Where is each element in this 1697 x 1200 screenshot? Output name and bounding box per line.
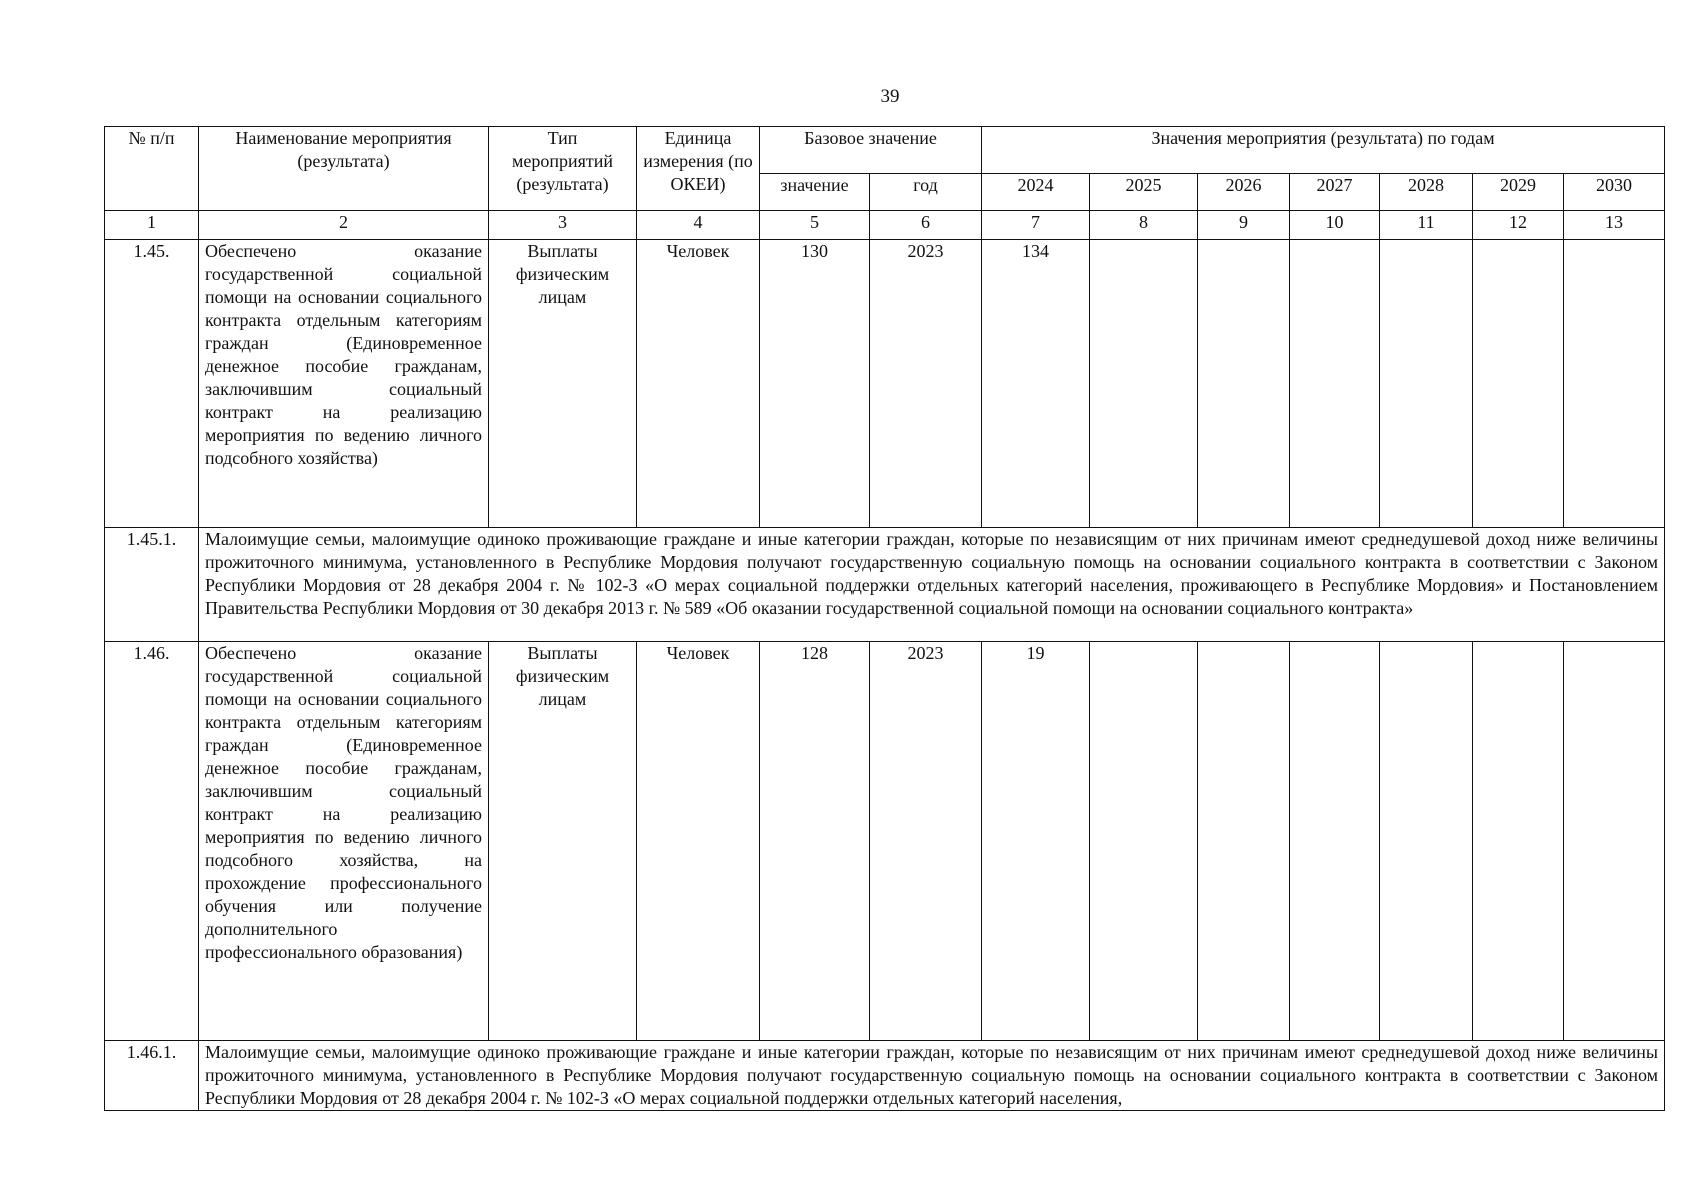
table-row: [105, 1041, 1665, 1111]
measure-name: Обеспечено оказание государственной социальной помощи на основании социального контракта отдельным категориям граждан (Единовременное денежное пособие гражданам, заключившим социальный контракт на реализацию мероприятия по ведению личного подсобного хозяйства): [199, 240, 489, 528]
col-header-year: 2030: [1564, 174, 1665, 211]
col-header-base-value: значение: [760, 174, 870, 211]
column-number: 5: [760, 211, 870, 240]
column-number: 1: [105, 211, 199, 240]
page-number: 39: [880, 86, 900, 107]
value-2025: [1090, 642, 1198, 1041]
column-number: 2: [199, 211, 489, 240]
base-year: 2023: [870, 642, 982, 1041]
row-number: 1.46.: [105, 642, 199, 1041]
col-header-years: Значения мероприятия (результата) по годам: [982, 127, 1665, 174]
value-2025: [1090, 240, 1198, 528]
measure-type: Выплаты физическим лицам: [489, 642, 637, 1041]
header-row-1: [105, 127, 1665, 174]
base-year: 2023: [870, 240, 982, 528]
col-header-base-year: год: [870, 174, 982, 211]
measure-description: Малоимущие семьи, малоимущие одиноко проживающие граждане и иные категории граждан, которые по независящим от них причинам имеют среднедушевой доход ниже величины прожиточного минимума, установленного в Республике Мордовия получают государственную социальную помощь на основании социального контракта в соответствии с Законом Республики Мордовия от 28 декабря 2004 г. № 102-З «О мерах социальной поддержки отдельных категорий населения,: [199, 1041, 1665, 1111]
value-2028: [1380, 240, 1473, 528]
col-header-num: № п/п: [105, 127, 199, 211]
measure-description: Малоимущие семьи, малоимущие одиноко проживающие граждане и иные категории граждан, которые по независящим от них причинам имеют среднедушевой доход ниже величины прожиточного минимума, установленного в Республике Мордовия получают государственную социальную помощь на основании социального контракта в соответствии с Законом Республики Мордовия от 28 декабря 2004 г. № 102-З «О мерах социальной поддержки отдельных категорий населения, проживающего в Республике Мордовия» и Постановлением Правительства Республики Мордовия от 30 декабря 2013 г. № 589 «Об оказании государственной социальной помощи на основании социального контракта»: [199, 528, 1665, 642]
col-header-year: 2028: [1380, 174, 1473, 211]
value-2026: [1198, 240, 1290, 528]
measure-unit: Человек: [637, 642, 760, 1041]
table-row: [105, 240, 1665, 528]
base-value: 128: [760, 642, 870, 1041]
col-header-year: 2025: [1090, 174, 1198, 211]
value-2024: 19: [982, 642, 1090, 1041]
base-value: 130: [760, 240, 870, 528]
measure-name: Обеспечено оказание государственной социальной помощи на основании социального контракта отдельным категориям граждан (Единовременное денежное пособие гражданам, заключившим социальный контракт на реализацию мероприятия по ведению личного подсобного хозяйства, на прохождение профессионального обучения или получение дополнительного профессионального образования): [199, 642, 489, 1041]
value-2028: [1380, 642, 1473, 1041]
row-number: 1.45.: [105, 240, 199, 528]
col-header-unit: Единица измерения (по ОКЕИ): [637, 127, 760, 211]
col-header-type: Тип мероприятий (результата): [489, 127, 637, 211]
measure-type: Выплаты физическим лицам: [489, 240, 637, 528]
table-row: [105, 642, 1665, 1041]
column-number: 6: [870, 211, 982, 240]
value-2030: [1564, 642, 1665, 1041]
value-2030: [1564, 240, 1665, 528]
col-header-year: 2026: [1198, 174, 1290, 211]
column-number: 7: [982, 211, 1090, 240]
row-number: 1.46.1.: [105, 1041, 199, 1111]
value-2029: [1473, 642, 1564, 1041]
value-2024: 134: [982, 240, 1090, 528]
column-number: 10: [1290, 211, 1380, 240]
col-header-year: 2024: [982, 174, 1090, 211]
col-header-base: Базовое значение: [760, 127, 982, 174]
measure-unit: Человек: [637, 240, 760, 528]
value-2029: [1473, 240, 1564, 528]
value-2027: [1290, 240, 1380, 528]
column-number: 4: [637, 211, 760, 240]
value-2026: [1198, 642, 1290, 1041]
results-table: [104, 126, 1665, 1111]
column-number: 12: [1473, 211, 1564, 240]
col-header-year: 2029: [1473, 174, 1564, 211]
col-header-year: 2027: [1290, 174, 1380, 211]
table-row: [105, 528, 1665, 642]
row-number: 1.45.1.: [105, 528, 199, 642]
value-2027: [1290, 642, 1380, 1041]
column-number-row: [105, 211, 1665, 240]
column-number: 8: [1090, 211, 1198, 240]
column-number: 3: [489, 211, 637, 240]
column-number: 11: [1380, 211, 1473, 240]
column-number: 9: [1198, 211, 1290, 240]
column-number: 13: [1564, 211, 1665, 240]
col-header-name: Наименование мероприятия (результата): [199, 127, 489, 211]
